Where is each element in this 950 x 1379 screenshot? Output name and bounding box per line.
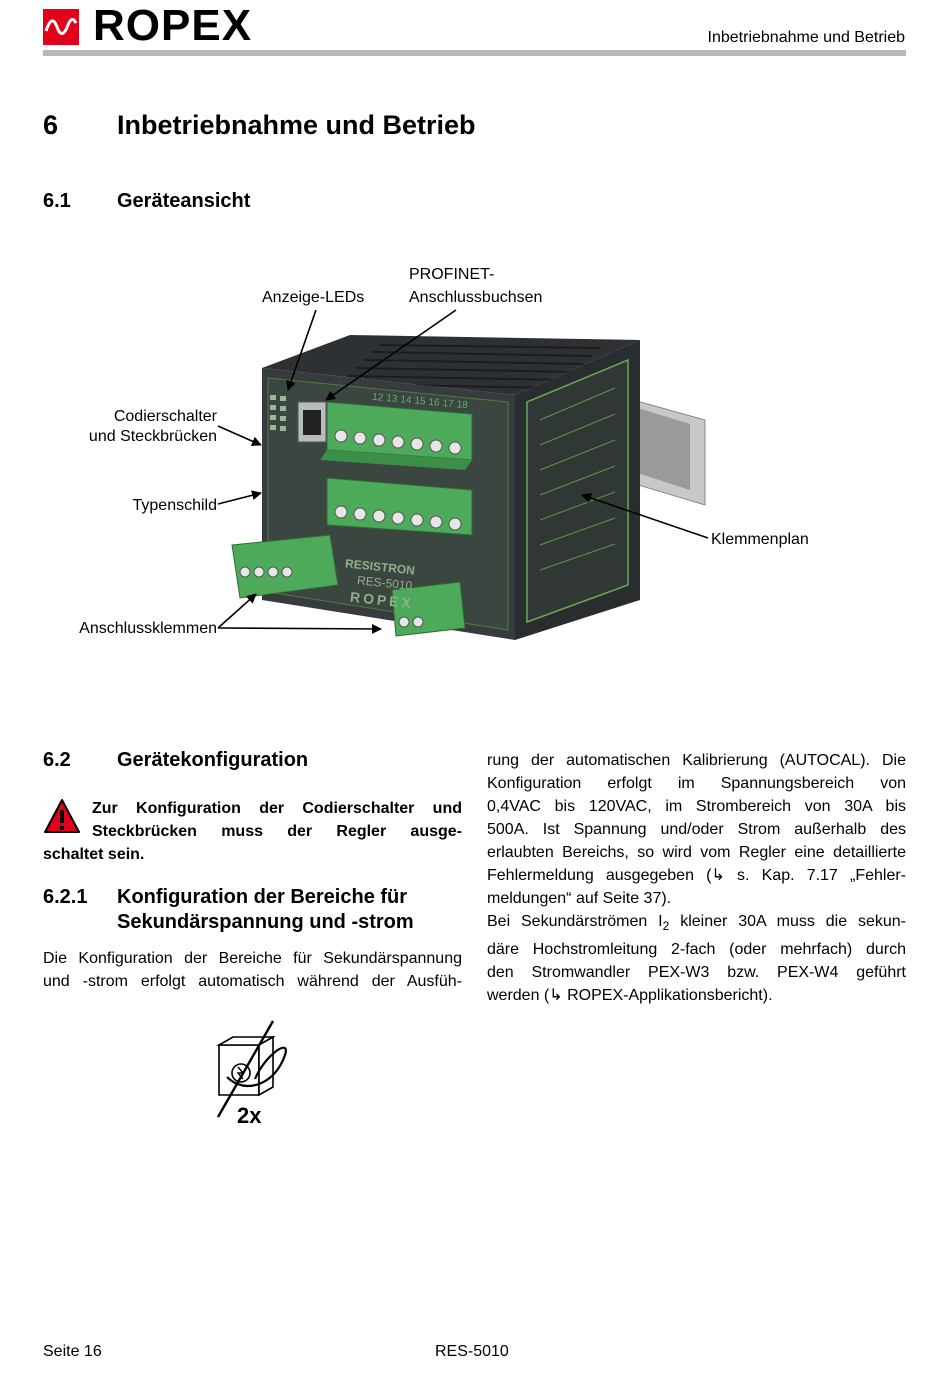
terminal-number: 14 — [399, 394, 412, 407]
right-line: Konfiguration erfolgt im Spannungsbereich von — [487, 775, 906, 792]
label-klemmenplan: Klemmenplan — [711, 531, 809, 548]
subscript-2: 2 — [662, 919, 670, 934]
label-codier-line2: und Steckbrücken — [88, 428, 217, 445]
device-model-label: RES-5010 — [356, 573, 413, 593]
section-6-1-number: 6.1 — [43, 190, 71, 212]
right-line-current-b: kleiner 30A muss die sekun- — [669, 913, 907, 930]
section-6-number: 6 — [43, 110, 59, 140]
profinet-sockets — [298, 402, 326, 442]
terminal-plan-label — [527, 360, 628, 622]
terminal-number: 17 — [442, 397, 455, 410]
terminal-number: 18 — [456, 399, 469, 412]
section-6-2-1-para-line2: und -strom erfolgt automatisch während der Ausfüh- — [43, 973, 462, 990]
warning-line-2: Steckbrücken muss der Regler ausge- — [92, 823, 462, 840]
label-codier-line1: Codierschalter — [113, 408, 217, 425]
label-profinet-line2: Anschlussbuchsen — [409, 289, 543, 306]
right-line: 500A. Ist Spannung und/oder Strom außerhalb des — [487, 821, 906, 838]
header-section-title: Inbetriebnahme und Betrieb — [707, 29, 905, 46]
device-brand-label: ROPEX — [349, 588, 415, 612]
section-6-1-title: Geräteansicht — [117, 190, 251, 212]
right-line: däre Hochstromleitung 2-fach (oder mehrfach) durch — [487, 941, 906, 959]
terminal-number: 16 — [427, 396, 441, 409]
diagram-2x-label: 2x — [237, 1103, 262, 1128]
label-profinet-line1: PROFINET- — [409, 266, 495, 283]
terminal-number: 13 — [385, 393, 398, 406]
right-line: rung der automatischen Kalibrierung (AUTOCAL). Die — [487, 752, 906, 769]
warning-icon — [43, 798, 81, 834]
right-line: meldungen“ auf Seite 37). — [487, 890, 672, 907]
right-line: werden (↳ ROPEX-Applikationsbericht). — [487, 987, 773, 1005]
footer-page-number: Seite 16 — [43, 1343, 102, 1360]
right-line-current — [487, 910, 906, 938]
section-6-2-1-title-line1: Konfiguration der Bereiche für — [117, 886, 408, 908]
logo-text: ROPEX — [93, 1, 253, 50]
label-typenschild: Typenschild — [132, 497, 217, 514]
right-line: erlaubten Bereichs, so wird vom Regler eine detaillierte — [487, 844, 906, 861]
right-line: Fehlermeldung ausgegeben (↳ s. Kap. 7.17 „Fehler- — [487, 867, 906, 884]
section-6-2-1-title-line2: Sekundärspannung und -strom — [117, 911, 414, 933]
upper-terminal-block — [320, 402, 472, 470]
warning-line-3: schaltet sein. — [43, 846, 145, 863]
right-line-current-a: Bei Sekundärströmen I — [487, 913, 663, 930]
right-line: den Stromwandler PEX-W3 bzw. PEX-W4 geführt — [487, 964, 906, 982]
footer-model: RES-5010 — [435, 1343, 509, 1360]
section-6-2-1-number: 6.2.1 — [43, 886, 88, 908]
label-anschlussklemmen: Anschlussklemmen — [79, 620, 217, 637]
device-series-label: RESISTRON — [344, 556, 416, 578]
right-line: 0,4VAC bis 120VAC, im Strombereich von 30A bis — [487, 798, 906, 815]
section-6-2-number: 6.2 — [43, 749, 71, 771]
right-column-paragraph — [487, 749, 906, 1007]
section-6-title: Inbetriebnahme und Betrieb — [117, 110, 476, 140]
section-6-2-1-para-line1: Die Konfiguration der Bereiche für Sekundärspannung — [43, 950, 462, 967]
terminal-number: 12 — [371, 391, 384, 404]
warning-line-1: Zur Konfiguration der Codierschalter und — [92, 800, 462, 817]
section-6-2-title: Gerätekonfiguration — [117, 749, 309, 771]
terminal-number: 15 — [413, 395, 426, 408]
label-anzeige-leds: Anzeige-LEDs — [262, 289, 365, 306]
